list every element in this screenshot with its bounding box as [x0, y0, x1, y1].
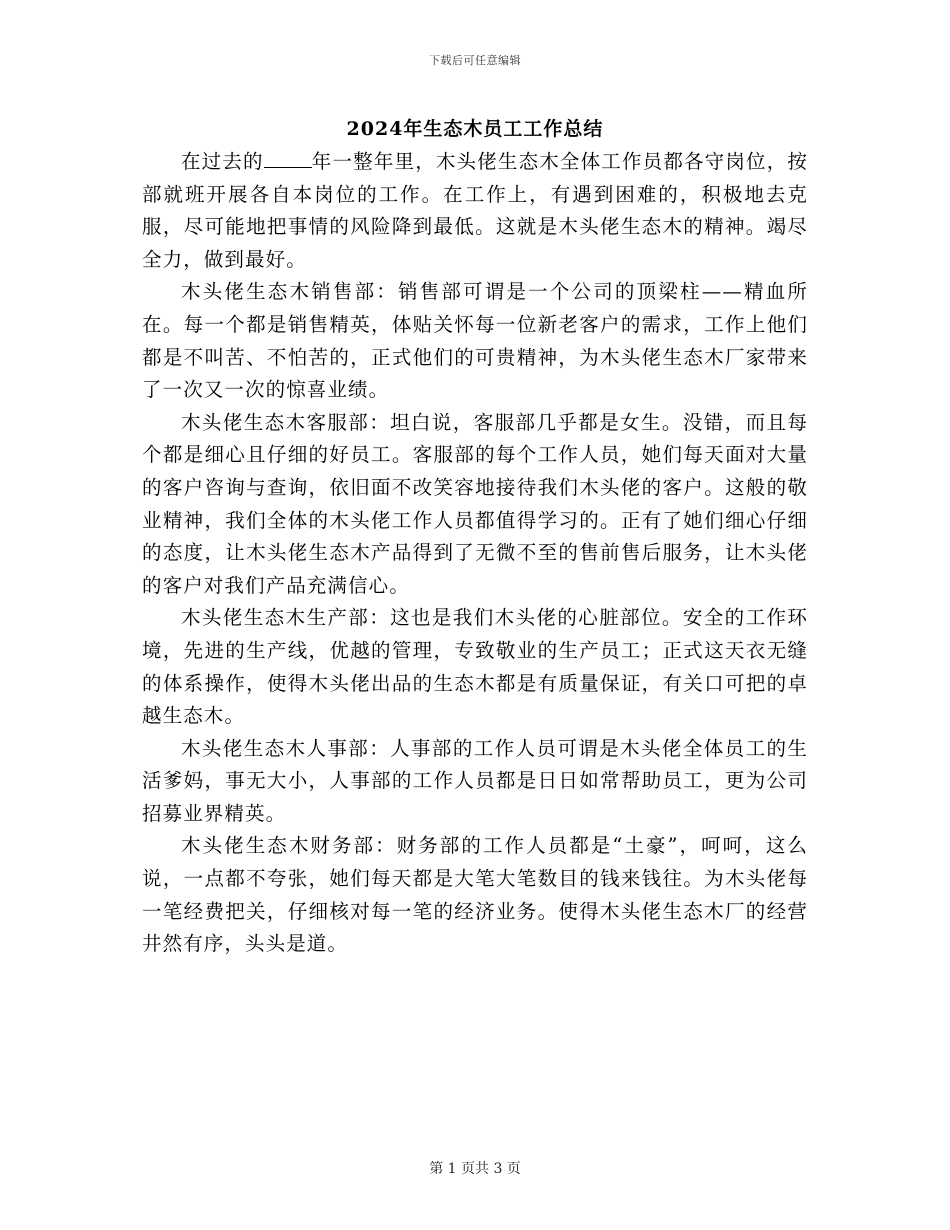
intro-text-before-blank: 在过去的 — [181, 150, 264, 173]
page-number: 第 1 页共 3 页 — [429, 1161, 521, 1177]
document-title: 2024年生态木员工工作总结 — [346, 118, 604, 140]
download-note: 下载后可任意编辑 — [429, 54, 521, 67]
paragraph-customer-service-dept: 木头佬生态木客服部：坦白说，客服部几乎都是女生。没错，而且每个都是细心且仔细的好员工。客服部的每个工作人员，她们每天面对大量的客户咨询与查询，依旧面不改笑容地接待我们木头佬的客户。这般的敬业精神，我们全体的木头佬工作人员都值得学习的。正有了她们细心仔细的态度，让木头佬生态木产品得到了无微不至的售前售后服务，让木头佬的客户对我们产品充满信心。 — [142, 410, 808, 597]
document-body — [142, 146, 808, 961]
paragraph-sales-dept: 木头佬生态木销售部：销售部可谓是一个公司的顶梁柱——精血所在。每一个都是销售精英，体贴关怀每一位新老客户的需求，工作上他们都是不叫苦、不怕苦的，正式他们的可贵精神，为木头佬生态木厂家带来了一次又一次的惊喜业绩。 — [142, 280, 808, 402]
paragraph-finance-dept: 木头佬生态木财务部：财务部的工作人员都是“土豪”，呵呵，这么说，一点都不夸张，她们每天都是大笔大笔数目的钱来钱往。为木头佬每一笔经费把关，仔细核对每一笔的经济业务。使得木头佬生态木厂的经营井然有序，头头是道。 — [142, 834, 808, 956]
intro-text-after-blank: 年一整年里，木头佬生态木全体工作员都各守岗位，按部就班开展各自本岗位的工作。在工作上，有遇到困难的，积极地去克服，尽可能地把事情的风险降到最低。这就是木头佬生态木的精神。竭尽全力，做到最好。 — [142, 150, 808, 271]
fill-in-blank — [264, 167, 312, 168]
paragraph-hr-dept: 木头佬生态木人事部：人事部的工作人员可谓是木头佬全体员工的生活爹妈，事无大小，人事部的工作人员都是日日如常帮助员工，更为公司招募业界精英。 — [142, 736, 808, 825]
paragraph-production-dept: 木头佬生态木生产部：这也是我们木头佬的心脏部位。安全的工作环境，先进的生产线，优越的管理，专致敬业的生产员工；正式这天衣无缝的体系操作，使得木头佬出品的生态木都是有质量保证，有关口可把的卓越生态木。 — [142, 606, 808, 728]
paragraph-intro — [142, 146, 808, 276]
